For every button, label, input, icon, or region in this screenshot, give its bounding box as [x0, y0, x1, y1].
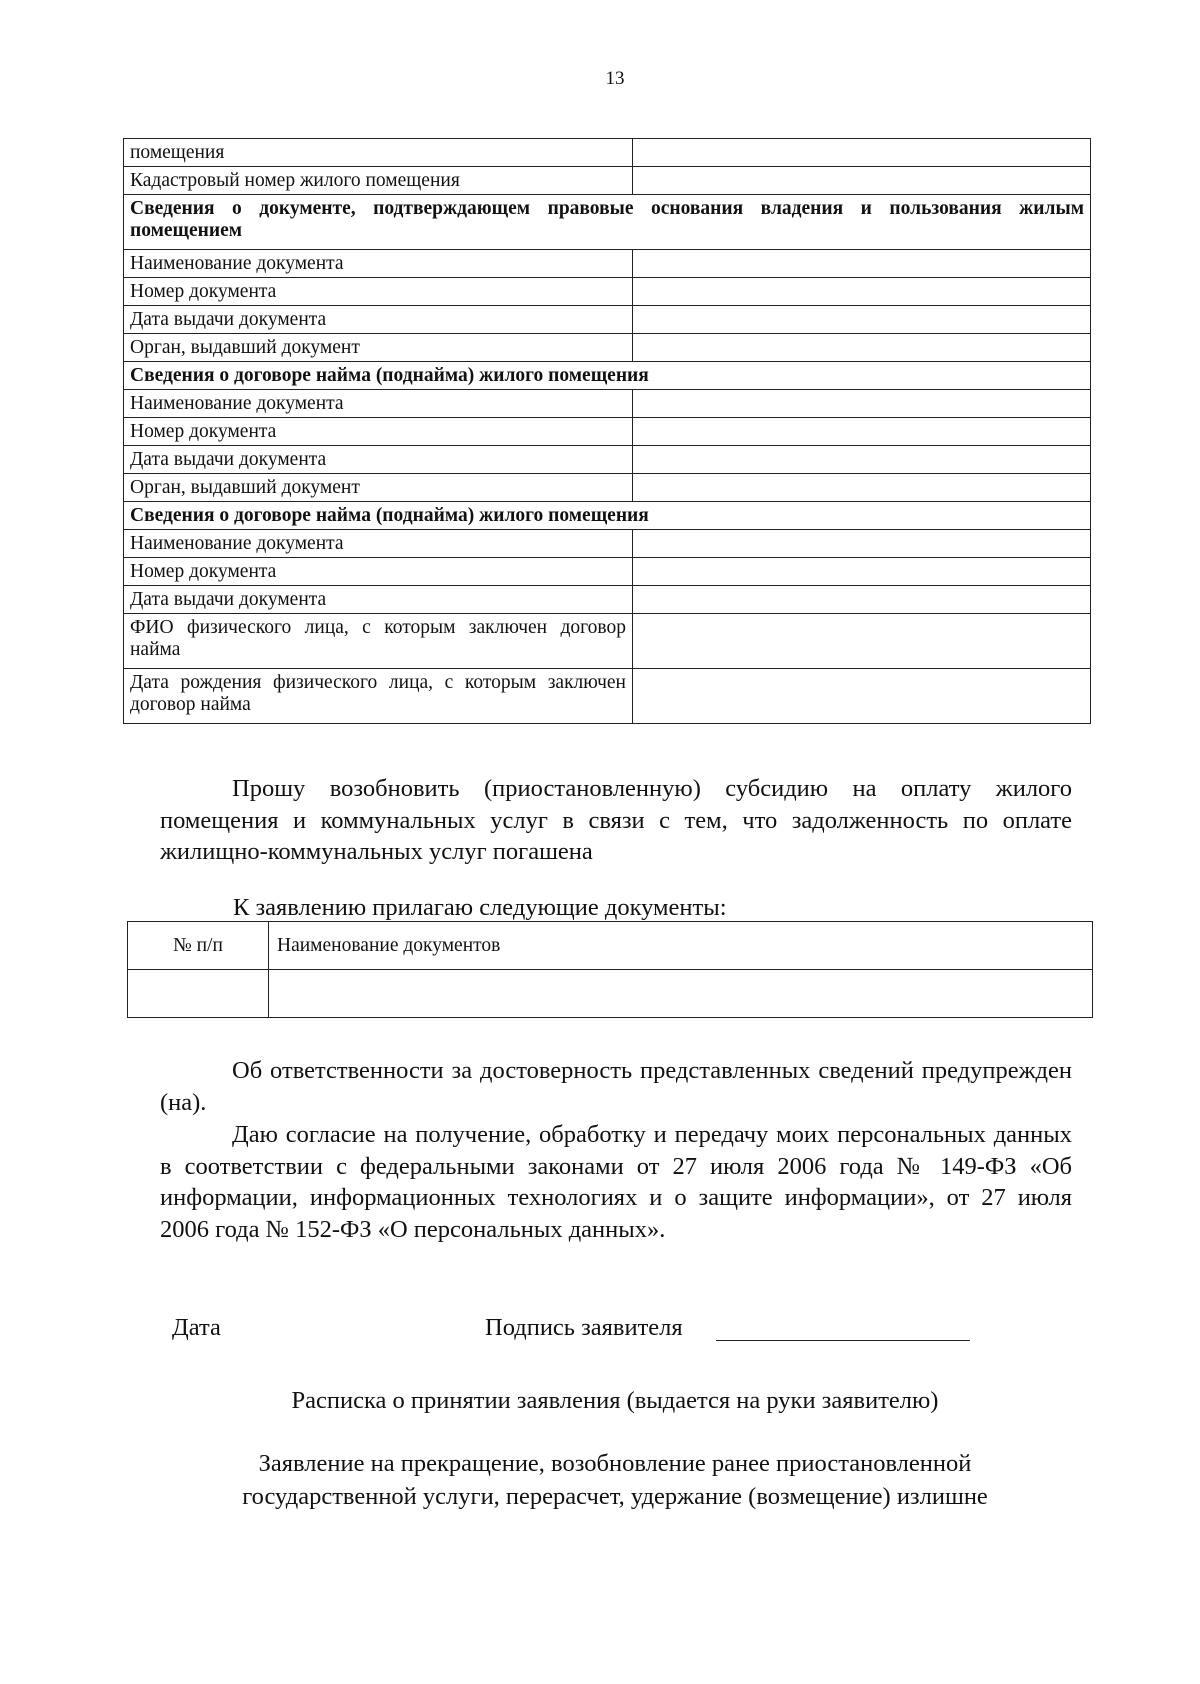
field-label: Наименование документа [124, 530, 633, 558]
table-row [124, 558, 1091, 586]
consent-paragraph [160, 1119, 1072, 1245]
responsibility-text: Об ответственности за достоверность представленных сведений предупрежден (на). [160, 1057, 1072, 1116]
section-header: Сведения о договоре найма (поднайма) жилого помещения [124, 362, 1091, 390]
table-row [124, 669, 1091, 724]
field-value[interactable] [633, 474, 1091, 502]
field-value[interactable] [633, 139, 1091, 167]
attachments-table [127, 921, 1093, 1018]
field-label: Номер документа [124, 278, 633, 306]
page-number: 13 [605, 68, 625, 89]
field-value[interactable] [633, 586, 1091, 614]
field-label: ФИО физического лица, с которым заключен договор найма [124, 614, 633, 669]
field-label: Кадастровый номер жилого помещения [124, 167, 633, 195]
attachments-heading: К заявлению прилагаю следующие документы: [233, 894, 727, 921]
field-label: Номер документа [124, 418, 633, 446]
field-label: Орган, выдавший документ [124, 334, 633, 362]
table-row [124, 446, 1091, 474]
column-header-name: Наименование документов [269, 922, 1093, 970]
field-value[interactable] [633, 418, 1091, 446]
field-label: Орган, выдавший документ [124, 474, 633, 502]
field-value[interactable] [633, 530, 1091, 558]
signature-blank-line[interactable] [716, 1340, 970, 1341]
applicant-info-table [123, 138, 1091, 724]
table-row [128, 970, 1093, 1018]
field-label: Дата выдачи документа [124, 586, 633, 614]
field-value[interactable] [633, 614, 1091, 669]
field-value[interactable] [633, 278, 1091, 306]
section-header: Сведения о договоре найма (поднайма) жилого помещения [124, 502, 1091, 530]
table-row [124, 474, 1091, 502]
field-value[interactable] [633, 167, 1091, 195]
field-value[interactable] [633, 669, 1091, 724]
table-row [124, 139, 1091, 167]
table-row [124, 390, 1091, 418]
request-paragraph [160, 773, 1072, 868]
column-header-number: № п/п [128, 922, 269, 970]
attachment-number-cell[interactable] [128, 970, 269, 1018]
table-row [124, 167, 1091, 195]
receipt-title: Расписка о принятии заявления (выдается на руки заявителю) [291, 1387, 939, 1414]
table-row [124, 278, 1091, 306]
field-label: Дата выдачи документа [124, 446, 633, 474]
table-header-row [128, 922, 1093, 970]
statement-line-1: Заявление на прекращение, возобновление ранее приостановленной [258, 1450, 972, 1477]
field-label: Дата рождения физического лица, с которым заключен договор найма [124, 669, 633, 724]
table-row [124, 586, 1091, 614]
table-row [124, 418, 1091, 446]
section-header: Сведения о документе, подтверждающем правовые основания владения и пользования жилым помещением [124, 195, 1091, 250]
responsibility-paragraph [160, 1055, 1072, 1118]
table-row [124, 306, 1091, 334]
table-row [124, 334, 1091, 362]
table-row [124, 250, 1091, 278]
request-text: Прошу возобновить (приостановленную) субсидию на оплату жилого помещения и коммунальных услуг в связи с тем, что задолженность по оплате жилищно-коммунальных услуг погашена [160, 775, 1072, 865]
statement-line-2: государственной услуги, перерасчет, удержание (возмещение) излишне [242, 1483, 988, 1510]
consent-text: Даю согласие на получение, обработку и передачу моих персональных данных в соответствии с федеральными законами от 27 июля 2006 года № 149-ФЗ «Об информации, информационных технологиях и о защите информации», от 27 июля 2006 года № 152-ФЗ «О персональных данных». [160, 1121, 1072, 1243]
field-label: Дата выдачи документа [124, 306, 633, 334]
date-label: Дата [172, 1314, 221, 1341]
table-row [124, 530, 1091, 558]
field-label: Номер документа [124, 558, 633, 586]
field-value[interactable] [633, 250, 1091, 278]
attachment-name-cell[interactable] [269, 970, 1093, 1018]
field-label: Наименование документа [124, 250, 633, 278]
section-header-row [124, 195, 1091, 250]
field-value[interactable] [633, 306, 1091, 334]
field-label: Наименование документа [124, 390, 633, 418]
field-value[interactable] [633, 558, 1091, 586]
table-row [124, 614, 1091, 669]
field-value[interactable] [633, 334, 1091, 362]
field-label: помещения [124, 139, 633, 167]
field-value[interactable] [633, 446, 1091, 474]
section-header-row [124, 502, 1091, 530]
signature-label: Подпись заявителя [485, 1314, 683, 1341]
field-value[interactable] [633, 390, 1091, 418]
section-header-row [124, 362, 1091, 390]
